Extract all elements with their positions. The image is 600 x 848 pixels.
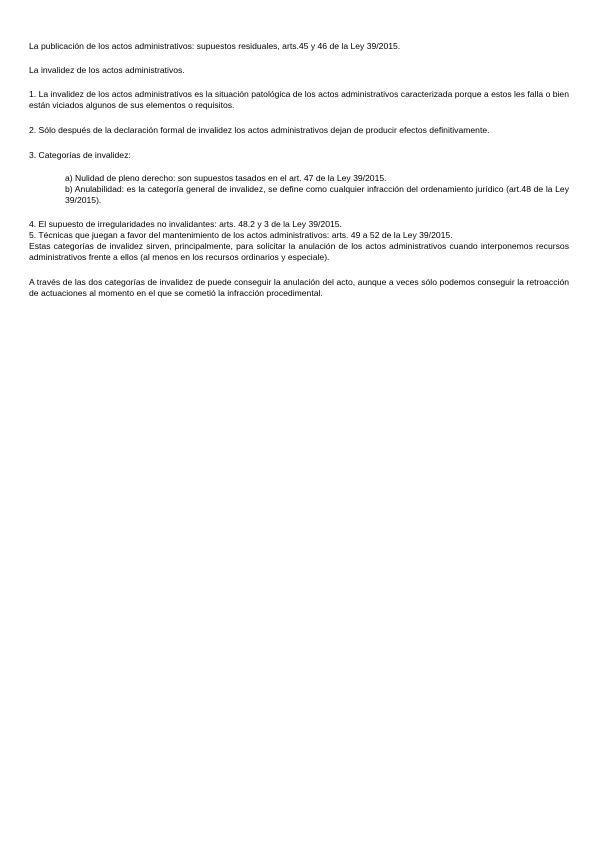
paragraph-categorias-note: Estas categorías de invalidez sirven, principalmente, para solicitar la anulación de los actos administrativos cuando interponemos recursos administrativos frente a ellos (al menos en los recursos ordinarios y especiale). [29, 241, 569, 262]
sub-item-3b: b) Anulabilidad: es la categoría general de invalidez, se define como cualquier infracción del ordenamiento jurídico (art.48 de la Ley 39/2015). [65, 184, 569, 205]
paragraph-item-2: 2. Sólo después de la declaración formal de invalidez los actos administrativos dejan de producir efectos definitivamente. [29, 125, 490, 135]
paragraph-item-5: 5. Técnicas que juegan a favor del mantenimiento de los actos administrativos: arts. 49 a 52 de la Ley 39/2015. [29, 230, 453, 240]
paragraph-item-3: 3. Categorías de invalidez: [29, 150, 131, 160]
paragraph-item-1: 1. La invalidez de los actos administrativos es la situación patológica de los actos administrativos caracterizada porque a estos les falla o bien están viciados algunos de sus elementos o requisitos. [29, 89, 569, 110]
paragraph-conclusion: A través de las dos categorías de invalidez de puede conseguir la anulación del acto, aunque a veces sólo podemos conseguir la retroacción de actuaciones al momento en el que se cometió la infracción procedimental. [29, 277, 569, 298]
document-body [29, 41, 569, 299]
sub-item-3a: a) Nulidad de pleno derecho: son supuestos tasados en el art. 47 de la Ley 39/2015. [65, 173, 387, 183]
heading-invalidez: La invalidez de los actos administrativos. [29, 65, 185, 75]
paragraph-item-4: 4. El supuesto de irregularidades no invalidantes: arts. 48.2 y 3 de la Ley 39/2015. [29, 219, 342, 229]
heading-publicacion: La publicación de los actos administrativos: supuestos residuales, arts.45 y 46 de la Ley 39/2015. [29, 41, 401, 51]
